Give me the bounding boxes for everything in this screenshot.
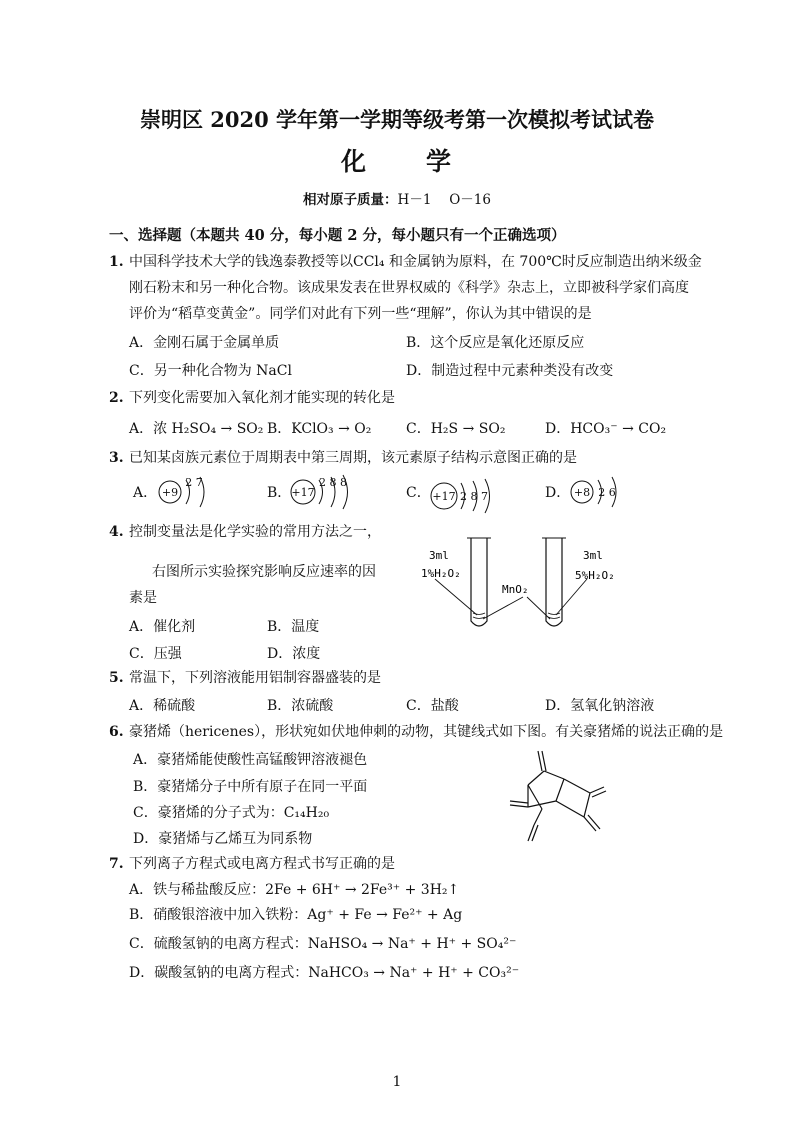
- left-volume-label: 3ml: [429, 549, 449, 562]
- q7-option-c: C．硫酸氢钠的电离方程式：NaHSO₄ → Na⁺ + H⁺ + SO₄²⁻: [129, 936, 517, 952]
- q3-text: 已知某卤族元素位于周期表中第三周期，该元素原子结构示意图正确的是: [129, 450, 577, 466]
- q7-number: 7.: [109, 856, 124, 872]
- q5-option-d: D．氢氧化钠溶液: [545, 698, 655, 714]
- q7-text: 下列离子方程式或电离方程式书写正确的是: [129, 856, 395, 872]
- q6-number: 6.: [109, 724, 124, 740]
- atomic-mass-line: [0, 188, 794, 208]
- q3-d-shells: 2 6: [598, 486, 616, 499]
- subject-title: [0, 142, 794, 178]
- q4-line3: 素是: [129, 590, 157, 606]
- section-heading: 一、选择题（本题共 40 分，每小题 2 分，每小题只有一个正确选项）: [109, 227, 566, 244]
- page-number: 1: [392, 1074, 402, 1090]
- q3-a-nucleus: +9: [161, 486, 179, 499]
- q4-option-d: D．浓度: [267, 646, 321, 662]
- exam-title: 崇明区 2020 学年第一学期等级考第一次模拟考试试卷: [139, 107, 655, 132]
- q4-line1: 控制变量法是化学实验的常用方法之一，: [129, 524, 381, 540]
- q3-b-shells: 2 8 8: [319, 476, 347, 489]
- q2-number: 2.: [109, 390, 124, 406]
- atomic-mass-label: 相对原子质量：: [303, 192, 398, 208]
- atomic-mass-values: H－1 O－16: [397, 192, 491, 208]
- q7-stem: [109, 854, 395, 874]
- q4-option-c: C．压强: [129, 646, 182, 662]
- q7-option-d: D．碳酸氢钠的电离方程式：NaHCO₃ → Na⁺ + H⁺ + CO₃²⁻: [129, 965, 520, 981]
- q4-test-tube-figure: [415, 535, 635, 635]
- q1-line2: 刚石粉末和另一种化合物。该成果发表在世界权威的《科学》杂志上，立即被科学家们高度: [129, 280, 689, 296]
- q6-option-d: D．豪猪烯与乙烯互为同系物: [133, 831, 313, 847]
- left-concentration-label: 1%H₂O₂: [421, 567, 461, 580]
- q3-option-a-label: A．: [133, 485, 158, 501]
- q1-line3: 评价为“稻草变黄金”。同学们对此有下列一些“理解”，你认为其中错误的是: [129, 306, 592, 322]
- q1-option-a: A．金刚石属于金属单质: [129, 335, 280, 351]
- right-concentration-label: 5%H₂O₂: [575, 569, 615, 582]
- q1-number: 1.: [109, 254, 124, 270]
- q6-option-b: B．豪猪烯分子中所有原子在同一平面: [133, 779, 368, 795]
- q2-option-c: C．H₂S → SO₂: [406, 421, 506, 437]
- q2-text: 下列变化需要加入氧化剂才能实现的转化是: [129, 390, 395, 406]
- q1-stem: [109, 252, 702, 272]
- q2-option-d: D．HCO₃⁻ → CO₂: [545, 421, 667, 437]
- q3-option-b-label: B．: [267, 485, 292, 501]
- q3-c-nucleus: +17: [432, 490, 456, 503]
- q4-number: 4.: [109, 524, 124, 540]
- q4-stem: [109, 522, 381, 542]
- q4-option-a: A．催化剂: [129, 619, 196, 635]
- q7-option-b: B．硝酸银溶液中加入铁粉：Ag⁺ + Fe → Fe²⁺ + Ag: [129, 907, 463, 923]
- q3-atom-diagram-d: [562, 472, 632, 512]
- q6-option-c: C．豪猪烯的分子式为：C₁₄H₂₀: [133, 805, 330, 821]
- q3-c-shells: 2 8 7: [460, 490, 488, 503]
- q1-line1: 中国科学技术大学的钱逸泰教授等以CCl₄ 和金属钠为原料，在 700℃时反应制造出纳米级金: [129, 254, 702, 270]
- q2-option-a: A．浓 H₂SO₄ → SO₂: [129, 421, 264, 437]
- q3-d-nucleus: +8: [573, 486, 591, 499]
- q5-stem: [109, 668, 381, 688]
- q3-a-shells: 2 7: [185, 476, 203, 489]
- left-test-tube: [467, 538, 491, 626]
- q5-option-c: C．盐酸: [406, 698, 459, 714]
- q2-stem: [109, 388, 395, 408]
- subject-char-1: 化: [340, 147, 368, 176]
- q4-option-b: B．温度: [267, 619, 320, 635]
- q6-stem: [109, 722, 723, 742]
- q1-option-c: C．另一种化合物为 NaCl: [129, 363, 292, 379]
- q2-option-b: B．KClO₃ → O₂: [267, 421, 372, 437]
- q6-text: 豪猪烯（hericenes），形状宛如伏地伸刺的动物，其键线式如下图。有关豪猪烯的说法正确的是: [129, 724, 724, 740]
- right-volume-label: 3ml: [583, 549, 603, 562]
- q6-option-a: A．豪猪烯能使酸性高锰酸钾溶液褪色: [133, 752, 368, 768]
- q4-line2: 右图所示实验探究影响反应速率的因: [152, 564, 376, 580]
- q5-text: 常温下，下列溶液能用铝制容器盛装的是: [129, 670, 381, 686]
- q7-option-a: A．铁与稀盐酸反应：2Fe + 6H⁺ → 2Fe³⁺ + 3H₂↑: [129, 882, 460, 898]
- q5-option-a: A．稀硫酸: [129, 698, 196, 714]
- q3-atom-diagram-b: [283, 472, 363, 512]
- subject-char-2: 学: [426, 147, 454, 176]
- q6-hericene-structure: [498, 745, 618, 845]
- catalyst-label: MnO₂: [502, 583, 529, 596]
- q3-option-d-label: D．: [545, 485, 571, 501]
- right-test-tube: [542, 538, 566, 626]
- q5-option-b: B．浓硫酸: [267, 698, 334, 714]
- q3-atom-diagram-c: [424, 474, 504, 514]
- q1-option-b: B．这个反应是氧化还原反应: [406, 335, 585, 351]
- q3-atom-diagram-a: [150, 472, 220, 512]
- q3-number: 3.: [109, 450, 124, 466]
- q5-number: 5.: [109, 670, 124, 686]
- q3-stem: [109, 448, 577, 468]
- q3-b-nucleus: +17: [291, 486, 315, 499]
- q1-option-d: D．制造过程中元素种类没有改变: [406, 363, 614, 379]
- q3-option-c-label: C．: [406, 485, 431, 501]
